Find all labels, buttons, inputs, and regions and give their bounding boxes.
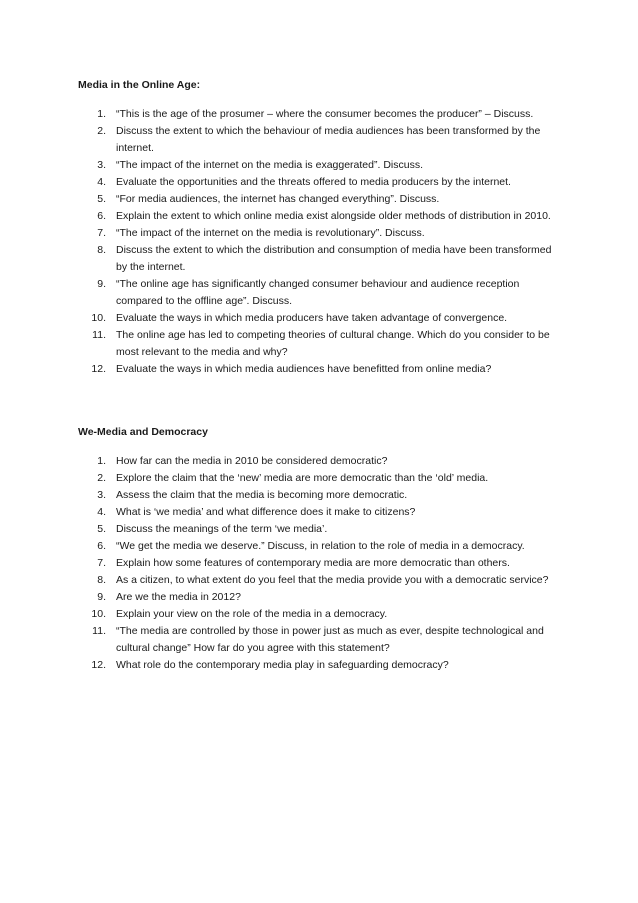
list-item <box>78 225 558 242</box>
list-item <box>78 276 558 310</box>
item-number: 1. <box>97 455 106 467</box>
list-item <box>78 487 558 504</box>
item-text: Explain how some features of contemporary media are more democratic than others. <box>116 557 510 569</box>
item-text: “We get the media we deserve.” Discuss, in relation to the role of media in a democracy. <box>116 540 525 552</box>
item-number: 1. <box>97 108 106 120</box>
item-number: 8. <box>97 574 106 586</box>
item-text: Explain the extent to which online media exist alongside older methods of distribution in 2010. <box>116 210 551 222</box>
item-text: The online age has led to competing theories of cultural change. Which do you consider to be most relevant to the media and why? <box>116 329 550 358</box>
item-text: Assess the claim that the media is becoming more democratic. <box>116 489 408 501</box>
question-list <box>78 453 558 674</box>
item-text: “The media are controlled by those in power just as much as ever, despite technological and cultural change” How far do you agree with this statement? <box>116 625 544 654</box>
section-media-online-age <box>78 78 558 378</box>
list-item <box>78 538 558 555</box>
item-number: 10. <box>91 608 106 620</box>
list-item <box>78 606 558 623</box>
list-item <box>78 504 558 521</box>
list-item <box>78 123 558 157</box>
list-item <box>78 208 558 225</box>
list-item <box>78 174 558 191</box>
list-item <box>78 623 558 657</box>
item-text: “For media audiences, the internet has changed everything”. Discuss. <box>116 193 440 205</box>
item-text: Discuss the meanings of the term ‘we media’. <box>116 523 328 535</box>
item-number: 10. <box>91 312 106 324</box>
item-text: What is ‘we media’ and what difference does it make to citizens? <box>116 506 416 518</box>
item-text: Evaluate the ways in which media audiences have benefitted from online media? <box>116 363 492 375</box>
item-number: 11. <box>92 329 106 341</box>
item-text: How far can the media in 2010 be considered democratic? <box>116 455 388 467</box>
item-text: “This is the age of the prosumer – where the consumer becomes the producer” – Discuss. <box>116 108 534 120</box>
item-text: Explain your view on the role of the media in a democracy. <box>116 608 388 620</box>
item-number: 9. <box>97 591 106 603</box>
item-text: What role do the contemporary media play in safeguarding democracy? <box>116 659 449 671</box>
item-number: 6. <box>97 540 106 552</box>
list-item <box>78 361 558 378</box>
list-item <box>78 555 558 572</box>
item-text: Discuss the extent to which the behaviour of media audiences has been transformed by the internet. <box>116 125 541 154</box>
list-item <box>78 191 558 208</box>
list-item <box>78 470 558 487</box>
list-item <box>78 657 558 674</box>
section-heading: Media in the Online Age: <box>78 79 201 91</box>
item-text: Evaluate the ways in which media producers have taken advantage of convergence. <box>116 312 508 324</box>
section-we-media-democracy <box>78 425 558 674</box>
item-number: 3. <box>97 159 106 171</box>
list-item <box>78 327 558 361</box>
item-text: Discuss the extent to which the distribution and consumption of media have been transformed by the internet. <box>116 244 552 273</box>
item-number: 7. <box>97 557 106 569</box>
item-number: 8. <box>97 244 106 256</box>
item-number: 7. <box>97 227 106 239</box>
item-text: “The impact of the internet on the media is exaggerated”. Discuss. <box>116 159 423 171</box>
item-number: 4. <box>97 506 106 518</box>
section-heading: We-Media and Democracy <box>78 426 208 438</box>
item-number: 9. <box>97 278 106 290</box>
item-text: “The online age has significantly changed consumer behaviour and audience reception compared to the offline age”. Discuss. <box>116 278 520 307</box>
list-item <box>78 572 558 589</box>
list-item <box>78 157 558 174</box>
list-item <box>78 521 558 538</box>
list-item <box>78 453 558 470</box>
item-text: As a citizen, to what extent do you feel that the media provide you with a democratic service? <box>116 574 549 586</box>
item-text: Are we the media in 2012? <box>116 591 241 603</box>
item-text: Explore the claim that the ‘new’ media are more democratic than the ‘old’ media. <box>116 472 489 484</box>
item-number: 2. <box>97 472 106 484</box>
item-number: 3. <box>97 489 106 501</box>
item-number: 11. <box>92 625 106 637</box>
item-number: 12. <box>91 363 106 375</box>
item-number: 6. <box>97 210 106 222</box>
item-number: 12. <box>91 659 106 671</box>
list-item <box>78 242 558 276</box>
item-text: “The impact of the internet on the media is revolutionary”. Discuss. <box>116 227 425 239</box>
item-number: 4. <box>97 176 106 188</box>
item-number: 5. <box>97 193 106 205</box>
item-number: 2. <box>97 125 106 137</box>
list-item <box>78 106 558 123</box>
item-number: 5. <box>97 523 106 535</box>
list-item <box>78 310 558 327</box>
question-list <box>78 106 558 378</box>
item-text: Evaluate the opportunities and the threats offered to media producers by the internet. <box>116 176 511 188</box>
list-item <box>78 589 558 606</box>
